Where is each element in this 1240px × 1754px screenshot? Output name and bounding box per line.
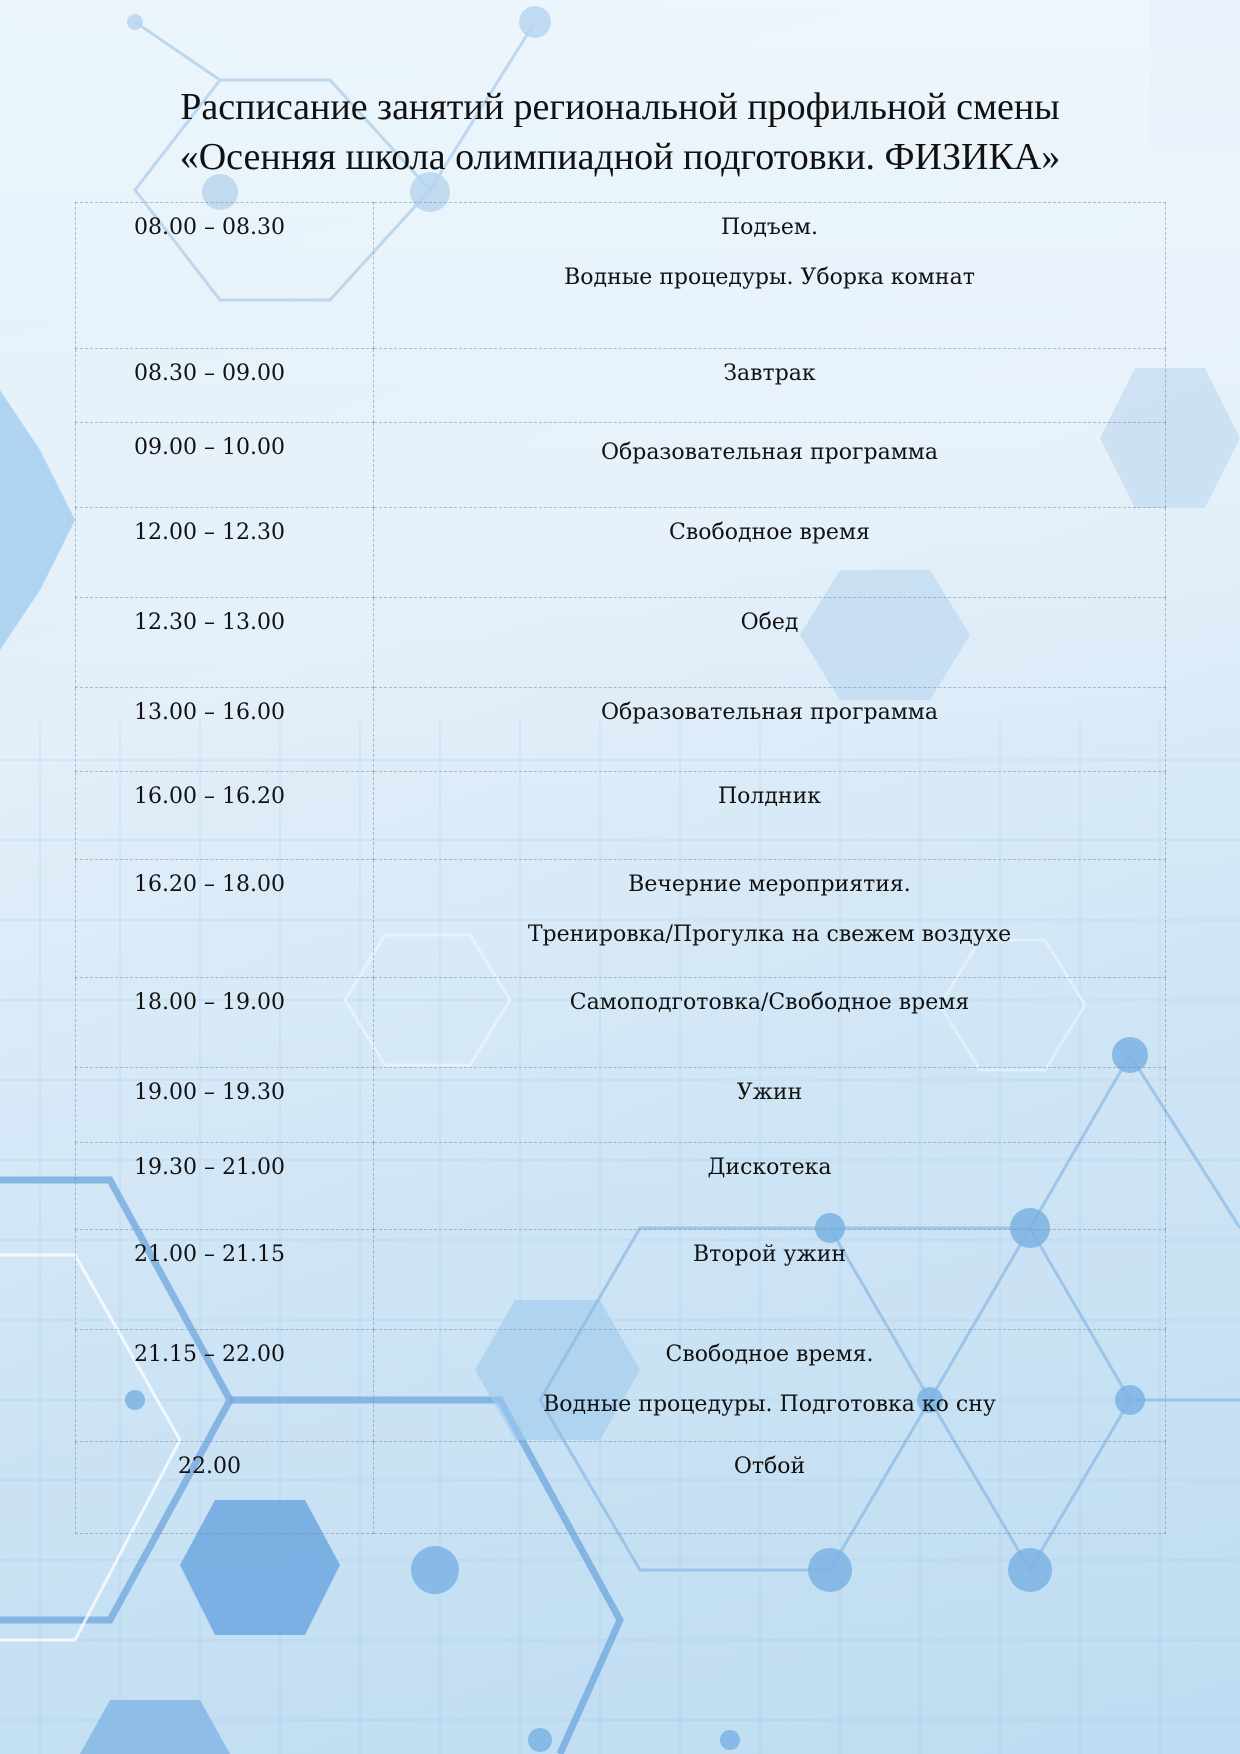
activity-text: Отбой bbox=[733, 1454, 806, 1479]
time-text: 08.00 – 08.30 bbox=[134, 215, 285, 240]
activity-cell bbox=[374, 349, 1166, 423]
time-text: 22.00 bbox=[178, 1454, 241, 1479]
time-text: 12.00 – 12.30 bbox=[134, 520, 285, 545]
table-row bbox=[76, 1068, 1166, 1143]
activity-text: Завтрак bbox=[723, 361, 816, 386]
table-row bbox=[76, 1230, 1166, 1330]
activity-text: Самоподготовка/Свободное время bbox=[569, 990, 970, 1015]
table-row bbox=[76, 1143, 1166, 1230]
time-text: 21.15 – 22.00 bbox=[134, 1342, 285, 1367]
activity-text: Полдник bbox=[717, 784, 822, 809]
activity-cell bbox=[374, 1330, 1166, 1442]
time-cell bbox=[76, 772, 374, 860]
time-cell bbox=[76, 508, 374, 598]
activity-cell bbox=[374, 1143, 1166, 1230]
activity-cell bbox=[374, 598, 1166, 688]
time-cell bbox=[76, 203, 374, 349]
time-text: 09.00 – 10.00 bbox=[134, 435, 285, 460]
activity-text: Ужин bbox=[736, 1080, 803, 1105]
time-text: 16.00 – 16.20 bbox=[134, 784, 285, 809]
activity-cell bbox=[374, 688, 1166, 772]
activity-cell bbox=[374, 1442, 1166, 1534]
activity-cell bbox=[374, 1230, 1166, 1330]
time-cell bbox=[76, 1330, 374, 1442]
time-cell bbox=[76, 978, 374, 1068]
time-cell bbox=[76, 1442, 374, 1534]
time-text: 08.30 – 09.00 bbox=[134, 361, 285, 386]
time-text: 21.00 – 21.15 bbox=[134, 1242, 285, 1267]
activity-text: Водные процедуры. Подготовка ко сну bbox=[543, 1392, 996, 1417]
time-cell bbox=[76, 598, 374, 688]
activity-cell bbox=[374, 860, 1166, 978]
page-title-line-2: «Осенняя школа олимпиадной подготовки. ФИЗИКА» bbox=[179, 136, 1061, 178]
activity-cell bbox=[374, 1068, 1166, 1143]
activity-text: Вечерние мероприятия. bbox=[628, 872, 911, 897]
table-row bbox=[76, 688, 1166, 772]
time-cell bbox=[76, 860, 374, 978]
activity-text: Второй ужин bbox=[692, 1242, 847, 1267]
activity-cell bbox=[374, 508, 1166, 598]
activity-cell bbox=[374, 772, 1166, 860]
table-row bbox=[76, 978, 1166, 1068]
activity-text: Образовательная программа bbox=[600, 440, 939, 465]
activity-cell bbox=[374, 203, 1166, 349]
time-text: 16.20 – 18.00 bbox=[134, 872, 285, 897]
page-title bbox=[0, 82, 1240, 182]
activity-text: Тренировка/Прогулка на свежем воздухе bbox=[527, 922, 1012, 947]
activity-cell bbox=[374, 423, 1166, 508]
time-cell bbox=[76, 349, 374, 423]
table-row bbox=[76, 1330, 1166, 1442]
table-row bbox=[76, 423, 1166, 508]
page-title-line-1: Расписание занятий региональной профильной смены bbox=[180, 86, 1060, 128]
activity-text: Свободное время bbox=[669, 520, 870, 545]
table-row bbox=[76, 508, 1166, 598]
time-text: 18.00 – 19.00 bbox=[134, 990, 285, 1015]
table-row bbox=[76, 203, 1166, 349]
schedule-table bbox=[75, 202, 1166, 1534]
table-row bbox=[76, 1442, 1166, 1534]
time-text: 12.30 – 13.00 bbox=[134, 610, 285, 635]
table-row bbox=[76, 598, 1166, 688]
table-row bbox=[76, 349, 1166, 423]
activity-text: Обед bbox=[740, 610, 799, 635]
table-row bbox=[76, 860, 1166, 978]
activity-text: Дискотека bbox=[707, 1155, 832, 1180]
time-cell bbox=[76, 1230, 374, 1330]
time-cell bbox=[76, 423, 374, 508]
time-cell bbox=[76, 1143, 374, 1230]
time-text: 19.30 – 21.00 bbox=[134, 1155, 285, 1180]
activity-text: Подъем. bbox=[720, 215, 819, 240]
activity-text: Водные процедуры. Уборка комнат bbox=[564, 265, 975, 290]
time-text: 13.00 – 16.00 bbox=[134, 700, 285, 725]
time-text: 19.00 – 19.30 bbox=[134, 1080, 285, 1105]
activity-cell bbox=[374, 978, 1166, 1068]
activity-text: Свободное время. bbox=[665, 1342, 874, 1367]
time-cell bbox=[76, 688, 374, 772]
activity-text: Образовательная программа bbox=[600, 700, 939, 725]
table-row bbox=[76, 772, 1166, 860]
time-cell bbox=[76, 1068, 374, 1143]
